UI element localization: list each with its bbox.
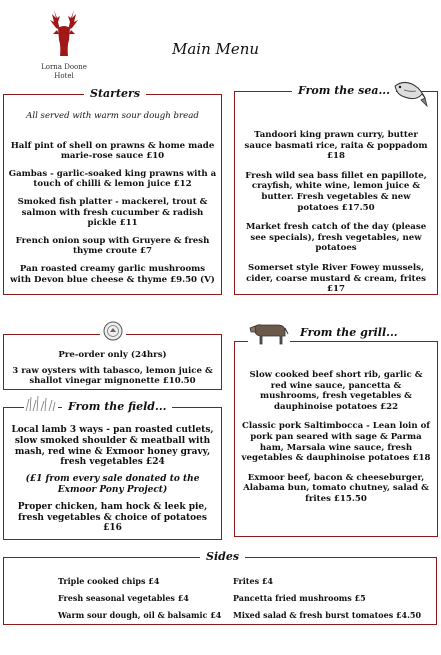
sea-item: Somerset style River Fowey mussels, cider, coarse mustard & cream, frites £17 [246,262,426,295]
menu-title: Main Menu [172,40,260,58]
starters-title: Starters [84,87,146,100]
stag-head-icon [48,8,80,60]
hotel-name-line2: Hotel [54,72,74,80]
oysters-title: Pre-order only (24hrs) [58,350,167,360]
starter-item: Half pint of shell on prawns & home made marie-rose sauce £10 [10,140,215,162]
side-item: Mixed salad & fresh burst tomatoes £4.50 [233,610,422,620]
sea-item: Tandoori king prawn curry, butter sauce basmati rice, raita & poppadom £18 [244,130,428,162]
field-list [8,425,217,534]
starters-list [8,111,217,285]
grass-sketch-icon [24,394,58,412]
starter-item: Gambas - garlic-soaked king prawns with a touch of chilli & lemon juice £12 [8,168,217,190]
side-item: Triple cooked chips £4 [58,576,160,586]
sea-list [240,130,432,295]
grill-title: From the grill... [300,326,398,339]
grill-item: Classic pork Saltimbocca - Lean loin of pork pan seared with sage & Parma ham, Marsala wine sauce, fresh vegetables & dauphinoise potatoes £18 [241,421,431,464]
sea-item: Fresh wild sea bass fillet en papillote, crayfish, white wine, lemon juice & butter. Fresh vegetables & new potatoes £17.50 [245,170,427,213]
hotel-name-line1: Lorna Doone [41,63,87,71]
starter-item: Pan roasted creamy garlic mushrooms with Devon blue cheese & thyme £9.50 (V) [10,263,215,285]
side-item: Warm sour dough, oil & balsamic £4 [58,610,222,620]
starter-item: Smoked fish platter - mackerel, trout & salmon with fresh cucumber & radish pickle £11 [17,196,208,229]
fish-icon [392,76,428,108]
grill-list [240,370,432,505]
grill-item: Slow cooked beef short rib, garlic & red wine sauce, pancetta & mushrooms, fresh vegetables & dauphinoise potatoes £22 [249,370,423,412]
oysters-list [10,350,215,387]
starter-item: French onion soup with Gruyere & fresh thyme croute £7 [15,235,210,257]
field-item: Proper chicken, ham hock & leek pie, fresh vegetables & choice of potatoes £16 [17,501,208,534]
oysters-text: 3 raw oysters with tabasco, lemon juice & shallot vinegar mignonette £10.50 [12,365,213,387]
field-donation-note: (£1 from every sale donated to the Exmoor Pony Project) [25,474,200,495]
side-item: Frites £4 [233,576,273,586]
field-title: From the field... [62,400,172,413]
oyster-stamp-icon [100,320,126,342]
side-item: Fresh seasonal vegetables £4 [58,593,189,603]
field-item: Local lamb 3 ways - pan roasted cutlets, slow smoked shoulder & meatball with mash, red wine & Exmoor honey gravy, fresh vegetables £24 [11,425,214,468]
sea-item: Market fresh catch of the day (please see specials), fresh vegetables, new potatoes [245,222,427,254]
cow-icon [248,318,290,348]
sides-title: Sides [200,550,245,563]
sea-title: From the sea... [292,84,396,97]
grill-item: Exmoor beef, bacon & cheeseburger, Alabama bun, tomato chutney, salad & frites £15.50 [243,472,429,504]
side-item: Pancetta fried mushrooms £5 [233,593,366,603]
starters-intro: All served with warm sour dough bread [26,111,199,121]
